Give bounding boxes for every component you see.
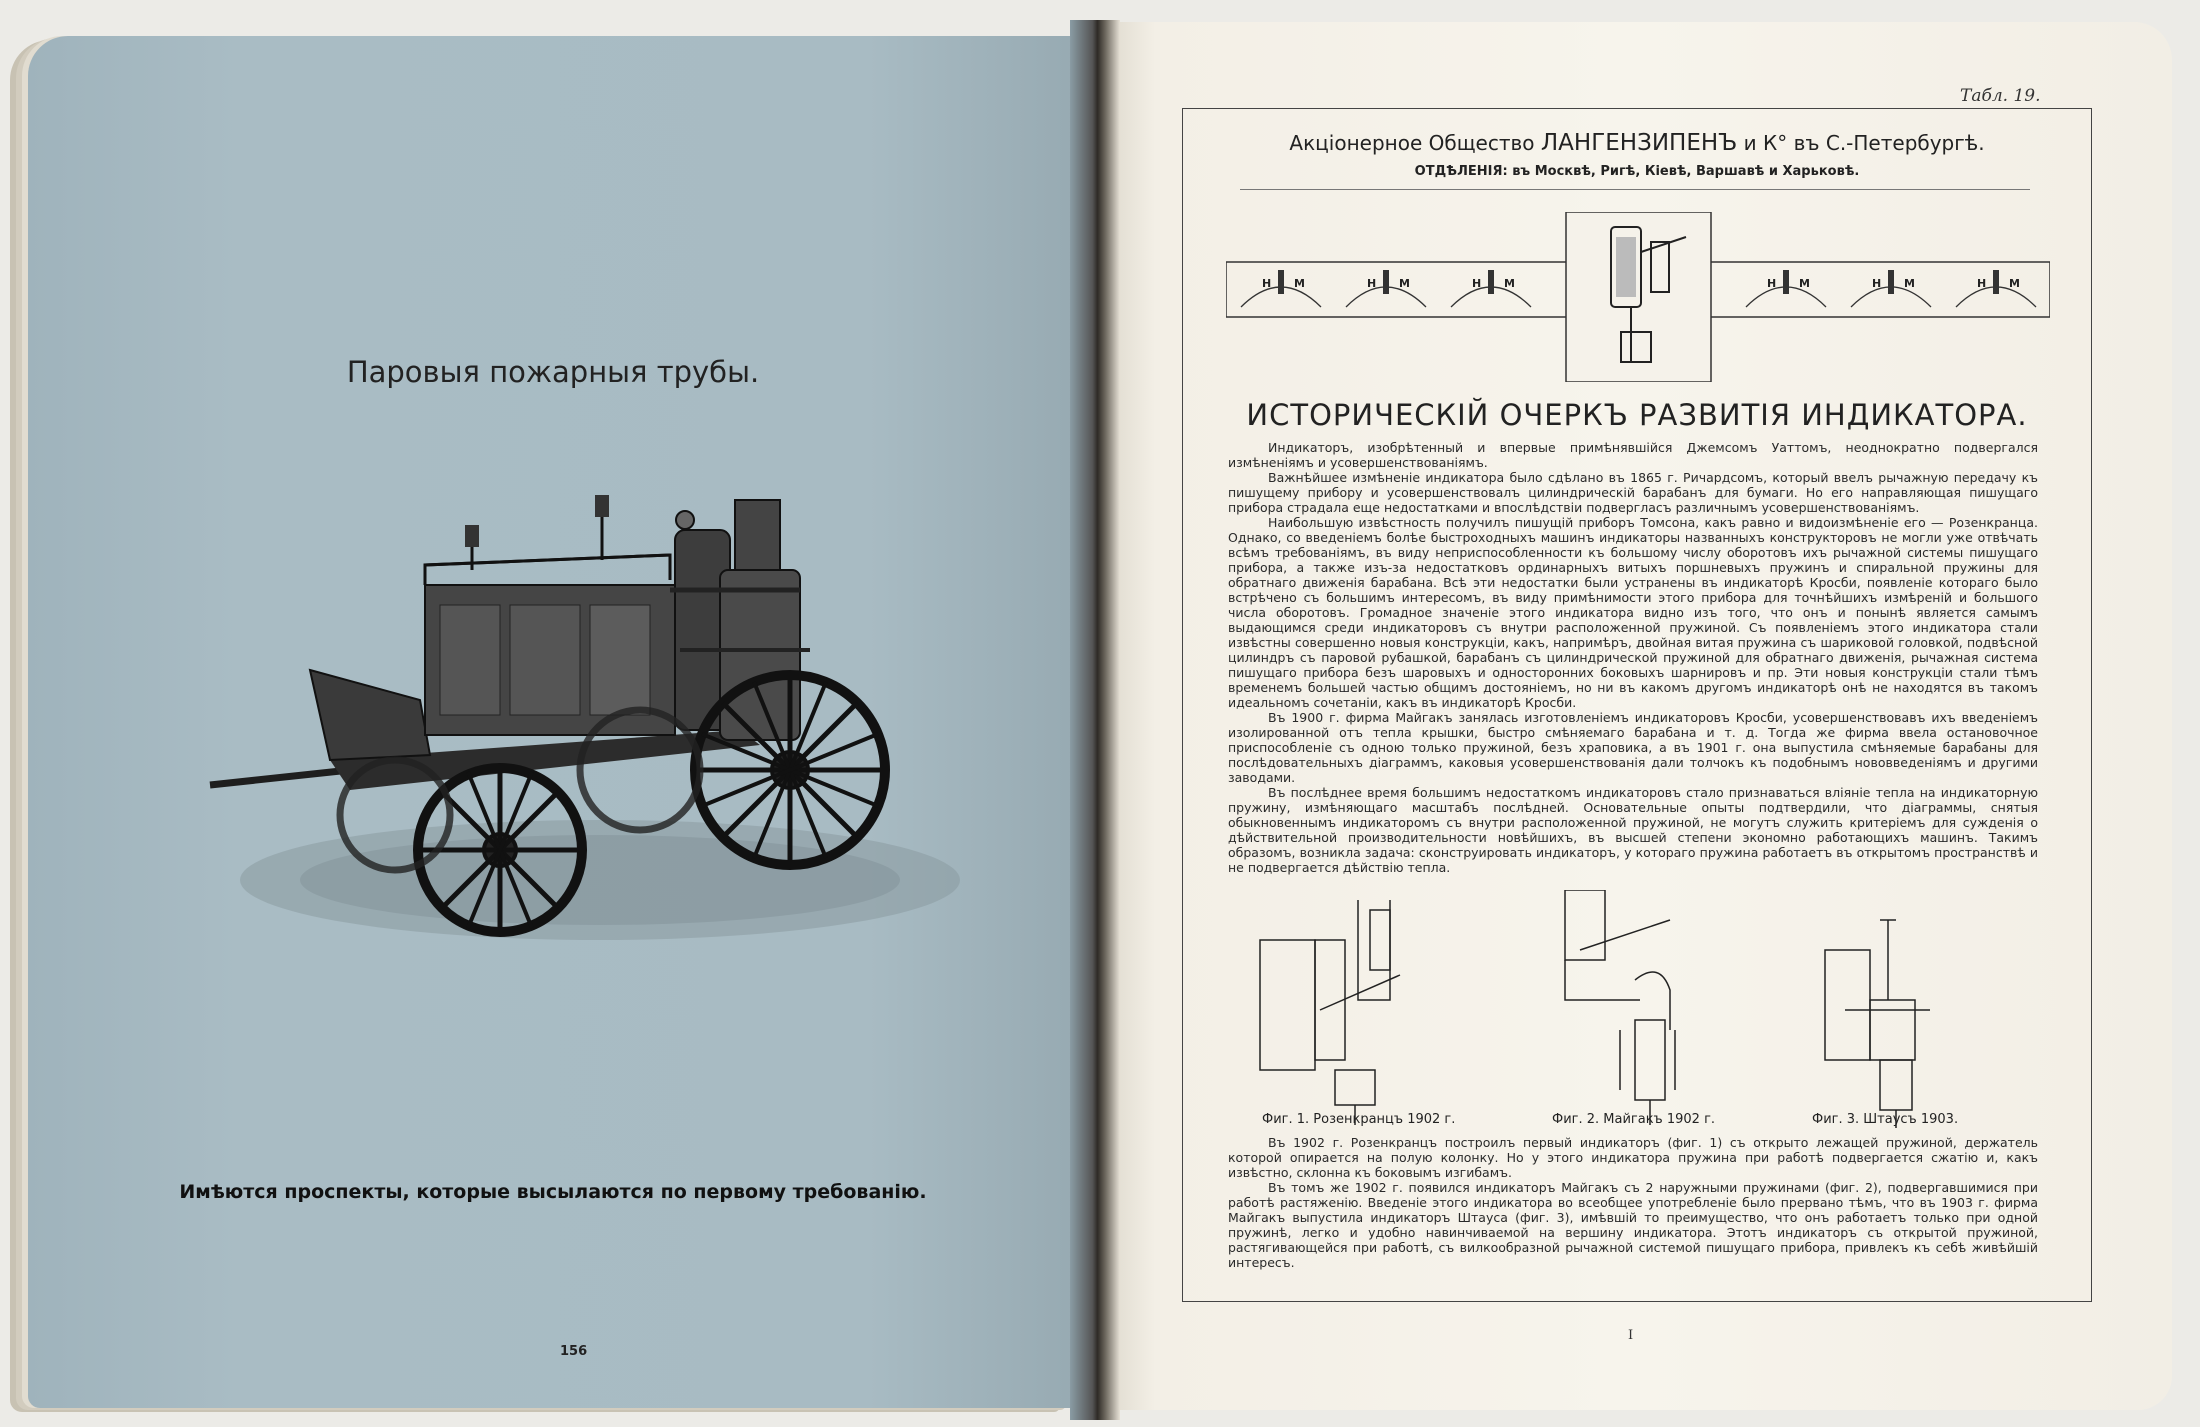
article-body [1228,440,2038,875]
svg-text:Н: Н [1872,277,1882,290]
company-heading [1182,130,2092,156]
paragraph: Важнѣйшее измѣненіе индикатора было сдѣлано въ 1865 г. Ричардсомъ, который ввелъ рычажную передачу къ пишущему прибору и усовершенствовалъ цилиндрическій барабанъ для бумаги. Но его направляющая пишущаго прибора страдала еще недостатками и впослѣдствіи подвергласъ различнымъ усовершенствованіямъ. [1228,470,2038,515]
paragraph: Въ 1902 г. Розенкранцъ построилъ первый индикаторъ (фиг. 1) съ открыто лежащей пружиной, держатель которой опирается на полую колонку. Но у этого индикатора пружина при работѣ подвергается сжатію и, какъ извѣстно, склонна къ боковымъ изгибамъ. [1228,1135,2038,1180]
left-page-number: 156 [560,1344,588,1359]
company-suffix: въ С.-Петербургѣ. [1787,131,1985,155]
figure-caption-3: Фиг. 3. Штаусъ 1903. [1812,1112,1959,1127]
svg-text:М: М [1399,277,1410,290]
header-divider [1240,189,2030,190]
paragraph: Наибольшую извѣстность получилъ пишущій приборъ Томсона, какъ равно и видоизмѣненіе его — Розенкранца. Однако, со введеніемъ болѣе быстроходныхъ машинъ индикаторы названныхъ конструкторовъ не могли уже отвѣчать всѣмъ требованіямъ, въ виду неприспособленности къ большому числу оборотовъ ихъ рычажной системы пишущаго прибора, а также изъ-за недостатковъ ординарныхъ витыхъ поршневыхъ пружинъ и спиральной пружины для обратнаго движенія барабана. Всѣ эти недостатки были устранены въ индикаторѣ Кросби, появленіе котораго было встрѣчено съ большимъ интересомъ, въ виду примѣнимости этого прибора для точнѣйшихъ измѣреній и большого числа оборотовъ. Громадное значеніе этого индикатора видно изъ того, что онъ и понынѣ является самымъ выдающимся среди индикаторовъ съ внутри расположенной пружиной. Съ появленіемъ этого индикатора стали извѣстны совершенно новыя конструкціи, какъ, напримѣръ, двойная витая пружина съ шариковой головкой, подвѣсной цилиндръ съ паровой рубашкой, барабанъ съ цилиндрической пружиной для обратнаго движенія, рычажная система пишущаго прибора безъ шаровыхъ и односторонних боковыхъ шарнировъ и пр. Эти новыя конструкціи стали тѣмъ временемъ большей частью общимъ достояніемъ, но ни въ какомъ другомъ индикаторѣ онѣ не находятся въ такомъ идеальномъ сочетаніи, какъ въ индикаторѣ Кросби. [1228,515,2038,710]
figure-caption-1: Фиг. 1. Розенкранцъ 1902 г. [1262,1112,1456,1127]
svg-text:М: М [1294,277,1305,290]
svg-text:М: М [2009,277,2020,290]
svg-text:Н: Н [1472,277,1482,290]
svg-text:Н: Н [1977,277,1987,290]
indicator-figures [1240,890,2040,1130]
paragraph: Въ томъ же 1902 г. появился индикаторъ Майгакъ съ 2 наружными пружинами (фиг. 2), подвергавшимися при работѣ растяженію. Введеніе этого индикатора во всеобщее употребленіе было прервано тѣмъ, что въ 1903 г. фирма Майгакъ выпустила индикаторъ Штауса (фиг. 3), имѣвшій то преимущество, что онъ работаетъ только при одной пружинѣ, легко и удобно навинчиваемой на вершину индикатора. Этотъ индикаторъ съ открытой пружиной, растягивающейся при работѣ, съ вилкообразной рычажной системой пишущаго прибора, привлекъ къ себѣ живѣйшій интересъ. [1228,1180,2038,1270]
company-prefix: Акціонерное Общество [1289,131,1541,155]
indicator-banner-illustration [1226,212,2050,382]
company-name: ЛАНГЕНЗИПЕНЪ [1540,130,1738,156]
svg-text:М: М [1904,277,1915,290]
right-page-number: I [1628,1328,1634,1343]
paragraph: Въ послѣднее время большимъ недостаткомъ индикаторовъ стало признаваться вліяніе тепла на индикаторную пружину, измѣняющаго масштабъ послѣдней. Основательные опыты подтвердили, что діаграммы, снятыя обыкновеннымъ индикаторомъ съ внутри расположенной пружиной, не могутъ служить критеріемъ для сужденія о дѣйствительной производительности новѣйшихъ, въ высшей степени экономно работающихъ машинъ. Такимъ образомъ, возникла задача: сконструировать индикаторъ, у котораго пружина работаетъ въ открытомъ пространствѣ и не подвергается дѣйствію тепла. [1228,785,2038,875]
book-gutter [1070,20,1120,1420]
steam-fire-engine-illustration [200,470,960,950]
article-title: ИСТОРИЧЕСКІЙ ОЧЕРКЪ РАЗВИТІЯ ИНДИКАТОРА. [1246,398,2028,432]
table-label: Табл. 19. [1960,86,2041,106]
paragraph: Въ 1900 г. фирма Майгакъ занялась изготовленіемъ индикаторовъ Кросби, усовершенствовавъ ихъ введеніемъ изолированной отъ тепла крышки, быстро смѣняемаго барабана и т. д. Тогда же фирма ввела остановочное приспособленіе съ одною только пружиной, безъ храповика, а въ 1901 г. она выпустила смѣняемые барабаны для послѣдовательныхъ діаграммъ, каковыя усовершенствованія дали толчокъ къ подобнымъ нововведеніямъ и другими заводами. [1228,710,2038,785]
left-page-footer: Имѣются проспекты, которые высылаются по первому требованію. [179,1181,927,1203]
svg-text:Н: Н [1262,277,1272,290]
figure-caption-2: Фиг. 2. Майгакъ 1902 г. [1552,1112,1716,1127]
svg-text:М: М [1504,277,1515,290]
branches-line: ОТДѢЛЕНІЯ: въ Москвѣ, Ригѣ, Кіевѣ, Варшавѣ и Харьковѣ. [1414,164,1860,179]
left-page-title: Паровыя пожарныя трубы. [346,355,760,389]
svg-text:Н: Н [1767,277,1777,290]
svg-text:Н: Н [1367,277,1377,290]
company-mid: и К° [1737,131,1788,155]
paragraph: Индикаторъ, изобрѣтенный и впервые примѣнявшійся Джемсомъ Уаттомъ, неоднократно подвергался измѣненіямъ и усовершенствованіямъ. [1228,440,2038,470]
svg-text:М: М [1799,277,1810,290]
article-body-continued [1228,1135,2038,1270]
